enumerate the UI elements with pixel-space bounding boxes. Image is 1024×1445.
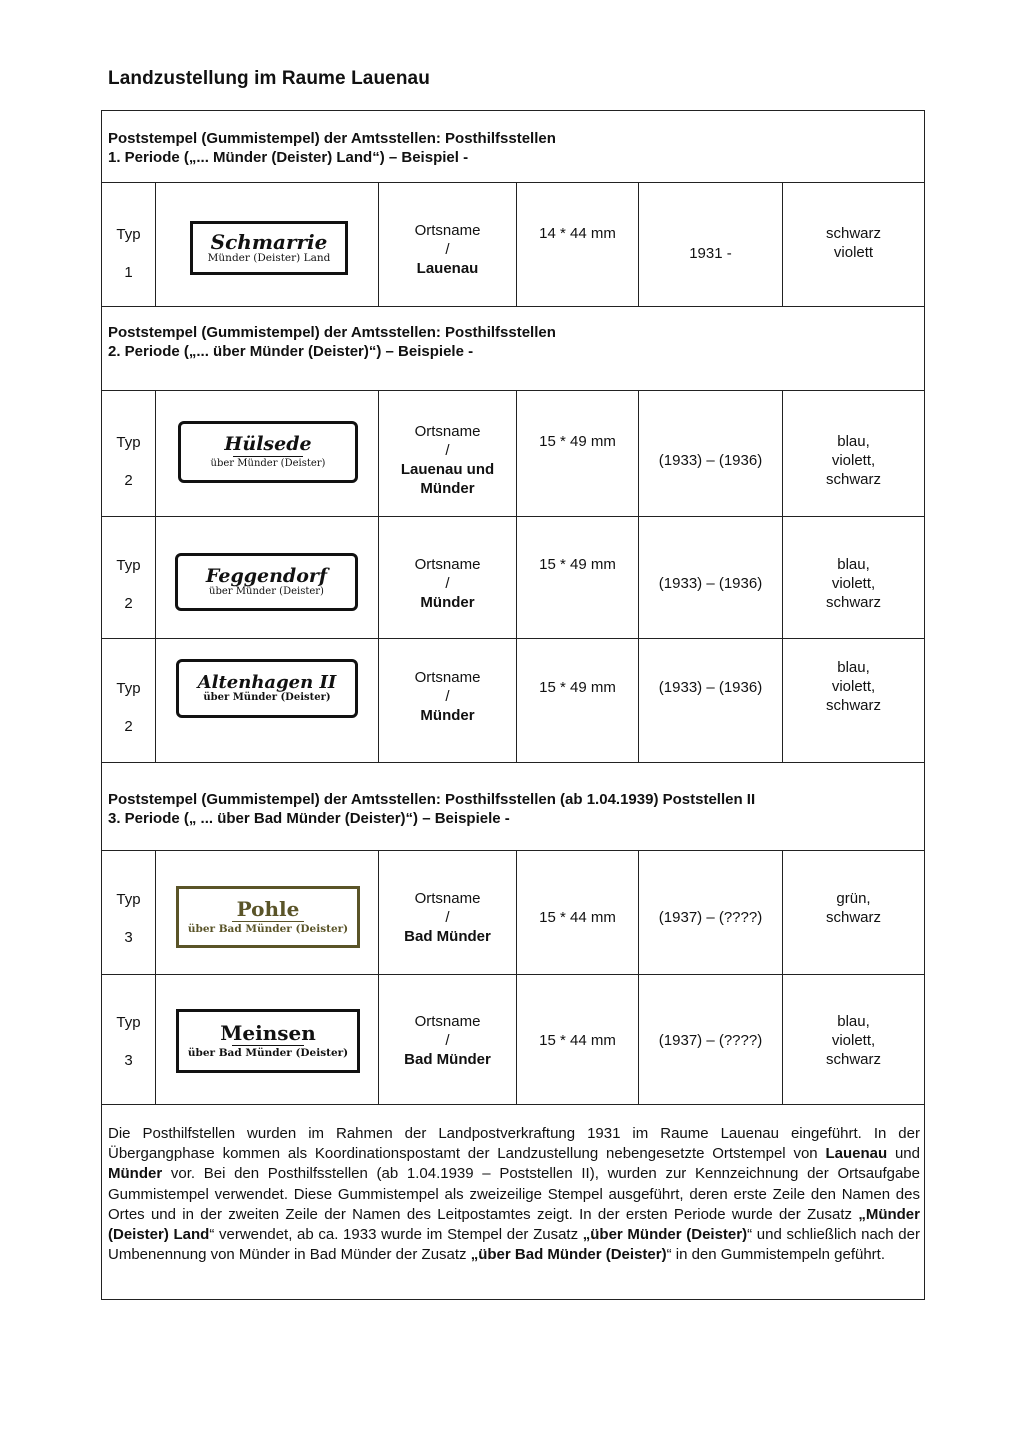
ortsname-value: Münder — [420, 594, 475, 611]
stamp-place-name: Pohle — [236, 896, 300, 921]
stamp-place-name: Schmarrie — [210, 229, 328, 254]
color-cell — [783, 1012, 924, 1069]
column-divider — [516, 850, 517, 1104]
stamp-image — [176, 886, 360, 948]
note-text: “ verwendet, ab ca. 1933 wurde im Stempel der Zusatz — [209, 1226, 583, 1244]
ortsname-cell — [379, 889, 516, 946]
stamp-subline: über Münder (Deister) — [209, 585, 324, 597]
divider — [101, 974, 925, 975]
typ-label: Typ — [116, 434, 141, 451]
stamp-image — [175, 553, 358, 611]
stamp-image — [178, 421, 358, 483]
color-value: blau, — [837, 1013, 870, 1030]
section-header-line: Poststempel (Gummistempel) der Amtsstellen: Posthilfsstellen (ab 1.04.1939) Poststellen II — [108, 791, 756, 808]
typ-label: Typ — [116, 1014, 141, 1031]
stamp-subline: über Bad Münder (Deister) — [187, 1046, 349, 1059]
typ-cell — [102, 556, 155, 613]
stamp-place-name: Altenhagen II — [197, 671, 337, 693]
typ-label: Typ — [116, 891, 141, 908]
color-cell — [783, 889, 924, 927]
note-text: “ in den Gummistempeln geführt. — [666, 1246, 886, 1264]
ortsname-value: Bad Münder — [404, 928, 491, 945]
size-cell: 15 * 44 mm — [539, 909, 616, 926]
typ-cell — [102, 1013, 155, 1070]
color-value: violett, — [831, 1032, 876, 1049]
column-divider — [155, 182, 156, 306]
note-text: Die Posthilfstellen wurden im Rahmen der Landpostverkraftung 1931 im Raume Lauenau eingeführt. In der Übergangphase kommen als Koordinationspostamt der Landzustellung nebengesetzte Ortstempel von — [108, 1125, 920, 1163]
section-header-period-3 — [108, 790, 755, 828]
date-cell: (1937) – (????) — [658, 1032, 763, 1049]
typ-number: 3 — [124, 1052, 133, 1069]
note-text: und — [887, 1145, 920, 1163]
divider — [101, 762, 925, 763]
section-header-line: 2. Periode („... über Münder (Deister)“) – Beispiele - — [108, 343, 474, 360]
color-value: violett, — [831, 452, 876, 469]
color-value: schwarz — [825, 471, 881, 488]
divider — [101, 182, 925, 183]
divider — [101, 850, 925, 851]
ortsname-cell — [379, 668, 516, 725]
ortsname-label: Ortsname — [414, 222, 481, 239]
stamp-place-name: Meinsen — [220, 1020, 316, 1045]
note-bold-text: „über Münder (Deister) — [582, 1226, 748, 1244]
divider — [101, 306, 925, 307]
typ-label: Typ — [116, 226, 141, 243]
stamp-subline: über Münder (Deister) — [203, 691, 331, 703]
ortsname-separator: / — [445, 241, 450, 258]
typ-label: Typ — [116, 680, 141, 697]
note-bold-text: Münder — [108, 1165, 163, 1183]
color-value: blau, — [837, 556, 870, 573]
note-text: vor. Bei den Posthilfsstellen (ab 1.04.1939 – Poststellen II), wurden zur Kennzeichnung der Ortsaufgabe Gummistempel verwendet. Diese Gummistempel als zweizeilige Stempel ausgeführt, deren erste Zeile den Namen des Ortes und in der zweiten Zeile der Namen des Leitpostamtes zeigt. In der ersten Periode wurde der Zusatz — [108, 1165, 920, 1223]
ortsname-separator: / — [445, 442, 450, 459]
section-header-line: Poststempel (Gummistempel) der Amtsstellen: Posthilfsstellen — [108, 324, 556, 341]
note-bold-text: Lauenau — [825, 1145, 888, 1163]
color-value: violett, — [831, 575, 876, 592]
ortsname-separator: / — [445, 575, 450, 592]
ortsname-value: Lauenau — [416, 260, 479, 277]
stamp-subline: Münder (Deister) Land — [207, 251, 331, 264]
ortsname-cell — [379, 1012, 516, 1069]
stamp-image — [190, 221, 348, 275]
size-cell: 15 * 49 mm — [539, 679, 616, 696]
stamp-place-name: Hülsede — [224, 432, 312, 455]
section-header-line: 1. Periode („... Münder (Deister) Land“) – Beispiel - — [108, 149, 469, 166]
note-bold-text: „Münder (Deister) Land — [108, 1205, 920, 1244]
ortsname-cell — [379, 555, 516, 612]
divider — [101, 390, 925, 391]
color-value: schwarz — [825, 697, 881, 714]
color-value: schwarz — [825, 1051, 881, 1068]
section-header-line: Poststempel (Gummistempel) der Amtsstellen: Posthilfsstellen — [108, 130, 556, 147]
ortsname-value: Lauenau und — [400, 461, 495, 478]
typ-number: 2 — [124, 595, 133, 612]
divider — [101, 516, 925, 517]
section-header-period-1 — [108, 129, 556, 167]
stamp-rule — [233, 456, 303, 457]
color-cell — [783, 432, 924, 489]
size-cell: 14 * 44 mm — [539, 225, 616, 242]
date-cell: (1933) – (1936) — [658, 679, 763, 696]
color-value: violett — [833, 244, 874, 261]
color-value: grün, — [836, 890, 871, 907]
ortsname-separator: / — [445, 688, 450, 705]
color-value: schwarz — [825, 594, 881, 611]
column-divider — [638, 850, 639, 1104]
ortsname-cell — [379, 422, 516, 498]
ortsname-value: Bad Münder — [404, 1051, 491, 1068]
color-value: schwarz — [825, 225, 881, 242]
column-divider — [155, 390, 156, 762]
stamp-image — [176, 1009, 360, 1073]
stamp-image — [176, 659, 358, 718]
ortsname-label: Ortsname — [414, 669, 481, 686]
color-value: schwarz — [825, 909, 881, 926]
date-cell: (1933) – (1936) — [658, 452, 763, 469]
note-bold-text: „über Bad Münder (Deister) — [470, 1246, 667, 1264]
page-title: Landzustellung im Raume Lauenau — [108, 68, 430, 89]
stamp-place-name: Feggendorf — [205, 564, 328, 587]
stamp-subline: über Münder (Deister) — [210, 457, 326, 469]
typ-number: 1 — [124, 264, 133, 281]
color-cell — [783, 555, 924, 612]
ortsname-value: Münder — [420, 480, 475, 497]
color-value: blau, — [837, 659, 870, 676]
stamp-rule — [232, 921, 303, 922]
ortsname-label: Ortsname — [414, 556, 481, 573]
stamp-rule — [232, 1045, 303, 1046]
ortsname-separator: / — [445, 1032, 450, 1049]
date-cell: (1937) – (????) — [658, 909, 763, 926]
ortsname-label: Ortsname — [414, 423, 481, 440]
date-cell: (1933) – (1936) — [658, 575, 763, 592]
section-header-period-2 — [108, 323, 556, 361]
typ-cell — [102, 433, 155, 490]
ortsname-cell — [379, 221, 516, 278]
color-cell — [783, 658, 924, 715]
typ-number: 2 — [124, 718, 133, 735]
typ-number: 2 — [124, 472, 133, 489]
ortsname-label: Ortsname — [414, 890, 481, 907]
divider — [101, 638, 925, 639]
column-divider — [155, 850, 156, 1104]
typ-cell — [102, 890, 155, 947]
typ-cell — [102, 679, 155, 736]
divider — [101, 1104, 925, 1105]
column-divider — [516, 182, 517, 306]
date-cell: 1931 - — [689, 245, 732, 262]
note-text: “ und schließlich nach der Umbenennung von Münder in Bad Münder der Zusatz — [108, 1226, 920, 1264]
color-value: blau, — [837, 433, 870, 450]
ortsname-separator: / — [445, 909, 450, 926]
color-cell — [783, 224, 924, 262]
stamp-subline: über Bad Münder (Deister) — [187, 922, 349, 935]
typ-label: Typ — [116, 557, 141, 574]
size-cell: 15 * 49 mm — [539, 433, 616, 450]
size-cell: 15 * 49 mm — [539, 556, 616, 573]
ortsname-label: Ortsname — [414, 1013, 481, 1030]
typ-cell — [102, 225, 155, 282]
explanatory-note — [108, 1124, 920, 1265]
size-cell: 15 * 44 mm — [539, 1032, 616, 1049]
typ-number: 3 — [124, 929, 133, 946]
ortsname-value: Münder — [420, 707, 475, 724]
color-value: violett, — [831, 678, 876, 695]
section-header-line: 3. Periode („ ... über Bad Münder (Deister)“) – Beispiele - — [108, 810, 510, 827]
